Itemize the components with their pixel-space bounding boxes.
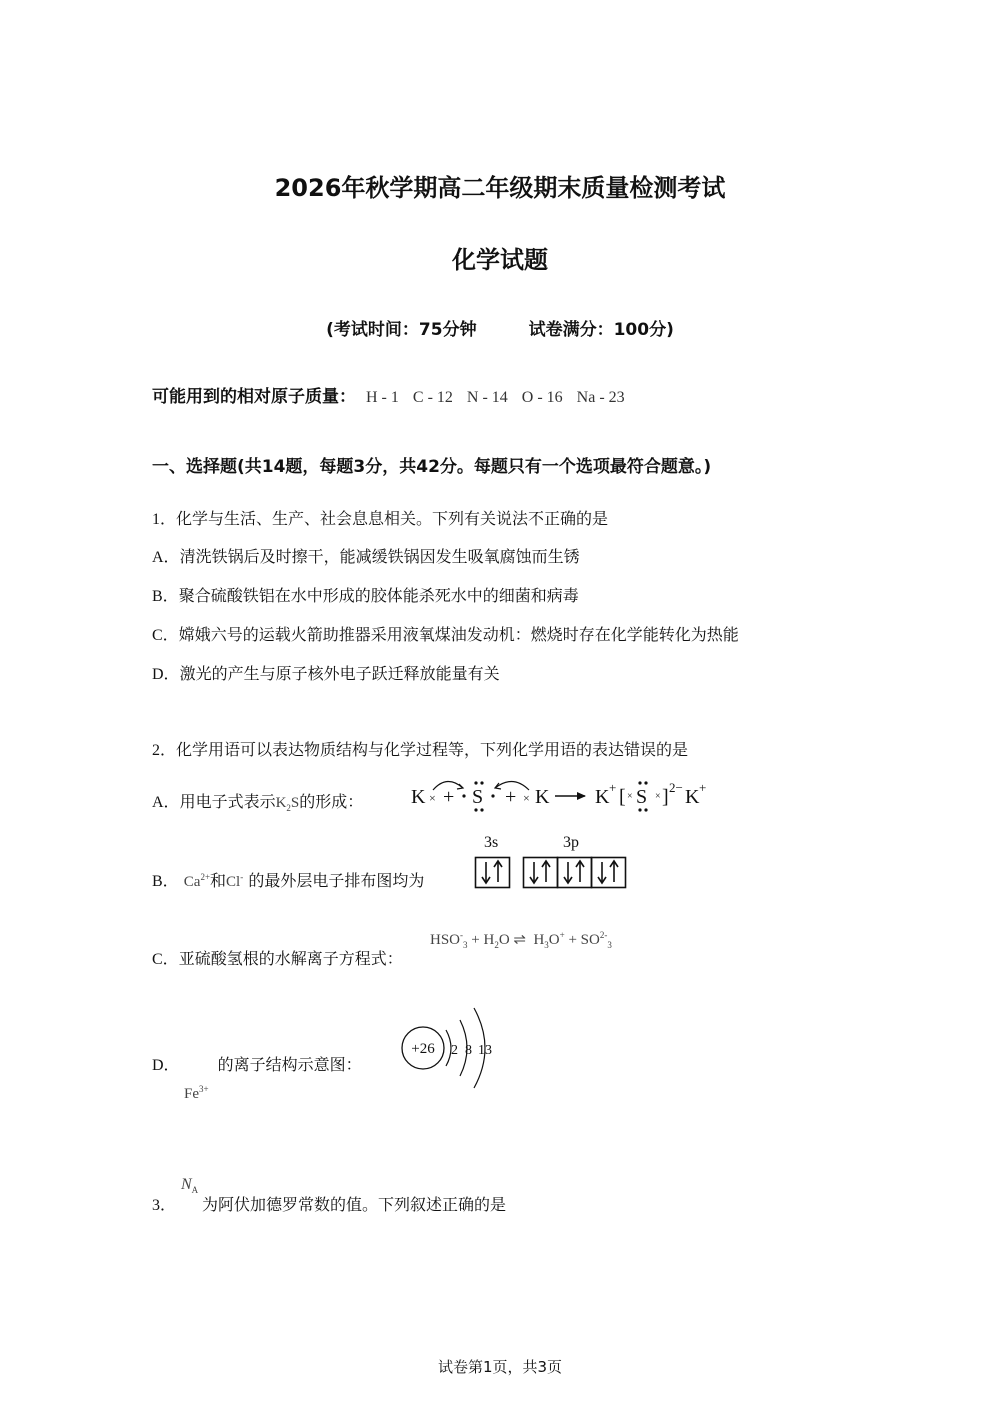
svg-text:S: S xyxy=(472,786,484,808)
orbital-3p-label: 3p xyxy=(563,834,579,851)
svg-text:[: [ xyxy=(619,786,626,808)
orbital-diagram xyxy=(474,856,630,890)
svg-text:K: K xyxy=(411,786,426,808)
atomic-masses xyxy=(152,382,635,407)
shell-electrons: 2 xyxy=(451,1043,458,1058)
question-1-option-b: B．聚合硫酸铁铝在水中形成的胶体能杀死水中的细菌和病毒 xyxy=(152,586,579,605)
atomic-mass-item: C - 12 xyxy=(412,389,453,406)
svg-text:×: × xyxy=(429,791,436,805)
svg-text:]: ] xyxy=(662,786,669,808)
fe-ion-formula: $Fe^{3+}$ xyxy=(184,1084,209,1102)
question-1-option-a: A．清洗铁锅后及时擦干，能减缓铁锅因发生吸氧腐蚀而生锈 xyxy=(152,547,580,566)
question-1-option-c: C．嫦娥六号的运载火箭助推器采用液氧煤油发动机：燃烧时存在化学能转化为热能 xyxy=(152,625,739,644)
atomic-mass-item: O - 16 xyxy=(521,389,563,406)
exam-meta xyxy=(0,315,1000,340)
hydrolysis-equation: $HSO^-_3 + H_2O$ ⇌ $H_3O^+ + SO^{2-}_3$ xyxy=(430,930,612,950)
svg-text:×: × xyxy=(627,791,633,802)
svg-text:K: K xyxy=(595,786,610,808)
svg-text:+: + xyxy=(505,786,517,808)
k2s-electron-formation-diagram xyxy=(405,772,715,816)
shell-electrons: 8 xyxy=(465,1043,472,1058)
exam-title: 2026年秋学期高二年级期末质量检测考试 xyxy=(274,174,726,202)
svg-text:S: S xyxy=(636,786,648,808)
question-3-stem: 3． 为阿伏加德罗常数的值。下列叙述正确的是 xyxy=(152,1195,507,1214)
svg-text:+: + xyxy=(609,780,617,795)
avogadro-symbol: $N_A$ xyxy=(181,1176,199,1196)
question-2-stem: 2．化学用语可以表达物质结构与化学过程等，下列化学用语的表达错误的是 xyxy=(152,740,689,759)
full-score: 试卷满分：100分) xyxy=(528,320,674,340)
svg-text:K: K xyxy=(685,786,700,808)
question-2-option-c: C．亚硫酸氢根的水解离子方程式： xyxy=(152,949,403,968)
exam-time: (考试时间：75分钟 xyxy=(326,320,477,340)
svg-text:2−: 2− xyxy=(669,780,683,795)
svg-text:+: + xyxy=(443,786,455,808)
svg-text:×: × xyxy=(523,791,530,805)
question-1-stem: 1．化学与生活、生产、社会息息相关。下列有关说法不正确的是 xyxy=(152,509,609,528)
orbital-3s-label: 3s xyxy=(484,834,499,851)
page-footer: 试卷第1页，共3页 xyxy=(437,1358,563,1376)
ca-ion-formula: $Ca^{2+}$ xyxy=(183,872,211,890)
svg-text:K: K xyxy=(535,786,550,808)
question-2-option-b: B． $Ca^{2+}$和Cl- 的最外层电子排布图均为 xyxy=(152,871,425,890)
nucleus-charge: +26 xyxy=(411,1041,435,1057)
atomic-mass-item: H - 1 xyxy=(366,389,399,406)
cl-ion-formula: Cl- xyxy=(226,872,244,890)
question-2-option-a: A．用电子式表示$K_2S$的形成： xyxy=(152,792,364,813)
shell-electrons: 13 xyxy=(478,1043,492,1058)
svg-text:+: + xyxy=(699,780,707,795)
atomic-mass-item: Na - 23 xyxy=(576,389,625,406)
question-1-option-d: D．激光的产生与原子核外电子跃迁释放能量有关 xyxy=(152,664,500,683)
atomic-masses-label: 可能用到的相对原子质量： xyxy=(152,387,356,407)
question-2-option-d: D． 的离子结构示意图： xyxy=(152,1055,362,1074)
section-heading: 一、选择题(共14题，每题3分，共42分。每题只有一个选项最符合题意。) xyxy=(152,457,712,477)
atomic-mass-item: N - 14 xyxy=(466,389,508,406)
exam-subject: 化学试题 xyxy=(452,246,548,274)
svg-text:×: × xyxy=(655,791,661,802)
k2s-formula: $K_2S$ xyxy=(275,795,300,813)
fe-ion-structure-diagram xyxy=(396,1000,506,1100)
